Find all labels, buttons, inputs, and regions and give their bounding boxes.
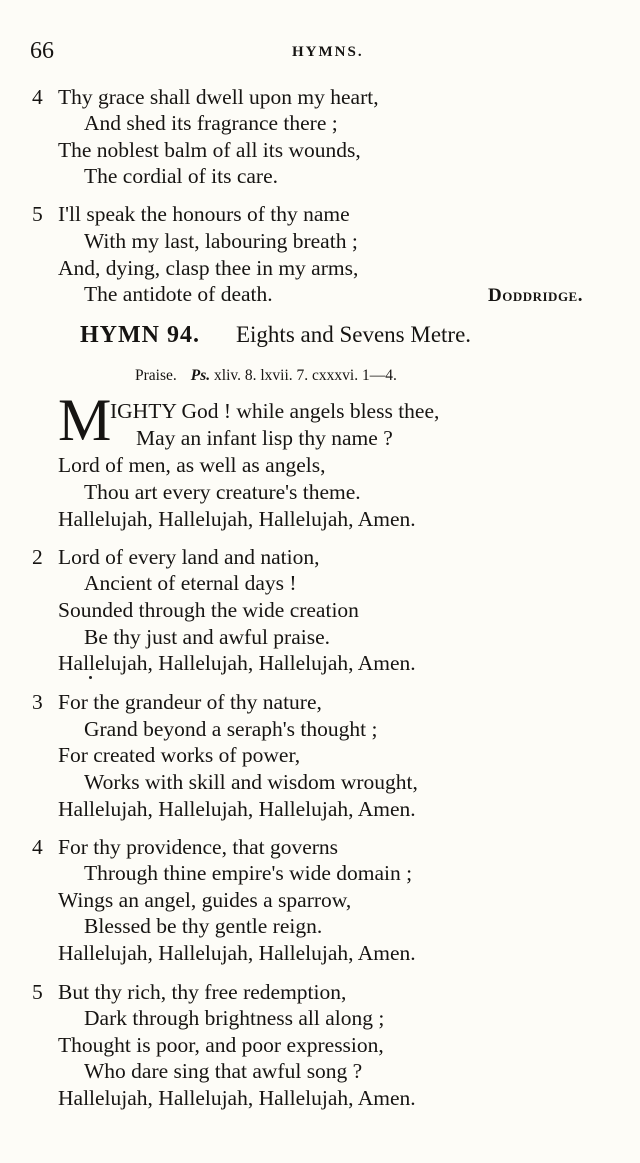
verse-line: But thy rich, thy free redemption, bbox=[58, 980, 347, 1004]
drop-cap: M bbox=[58, 387, 112, 453]
verse-line: Lord of men, as well as angels, bbox=[58, 453, 326, 477]
stanza-number: 3 bbox=[32, 690, 43, 714]
stanza-number: 2 bbox=[32, 545, 43, 569]
verse-line: Works with skill and wisdom wrought, bbox=[84, 770, 418, 794]
hymn-subject-line bbox=[135, 367, 397, 385]
verse-line: Grand beyond a seraph's thought ; bbox=[84, 717, 378, 741]
verse-line: Who dare sing that awful song ? bbox=[84, 1059, 363, 1083]
verse-line: Thy grace shall dwell upon my heart, bbox=[58, 85, 379, 109]
verse-line: For the grandeur of thy nature, bbox=[58, 690, 322, 714]
verse-line: I'll speak the honours of thy name bbox=[58, 202, 350, 226]
verse-line: The cordial of its care. bbox=[84, 164, 279, 188]
verse-line: Dark through brightness all along ; bbox=[84, 1006, 385, 1030]
stanza-number: 4 bbox=[32, 85, 43, 109]
verse-line: The noblest balm of all its wounds, bbox=[58, 138, 361, 162]
verse-line: Blessed be thy gentle reign. bbox=[84, 914, 323, 938]
verse-line: With my last, labouring breath ; bbox=[84, 229, 358, 253]
stanza-number: 5 bbox=[32, 202, 43, 226]
hymn-number: HYMN 94. bbox=[80, 322, 200, 348]
verse-line: Sounded through the wide creation bbox=[58, 598, 359, 622]
verse-line: Through thine empire's wide domain ; bbox=[84, 861, 413, 885]
verse-line: Hallelujah, Hallelujah, Hallelujah, Amen. bbox=[58, 797, 416, 821]
page-header bbox=[30, 38, 600, 68]
verse-line: And shed its fragrance there ; bbox=[84, 111, 338, 135]
verse-line: For created works of power, bbox=[58, 743, 301, 767]
verse-line: IGHTY God ! while angels bless thee, bbox=[110, 399, 440, 423]
hymn-heading bbox=[80, 322, 471, 349]
verse-line: Hallelujah, Hallelujah, Hallelujah, Amen. bbox=[58, 507, 416, 531]
page-number: 66 bbox=[30, 38, 54, 64]
verse-line: And, dying, clasp thee in my arms, bbox=[58, 256, 359, 280]
verse-line: Hallelujah, Hallelujah, Hallelujah, Amen. bbox=[58, 651, 416, 675]
hymn-subject: Praise. bbox=[135, 367, 177, 384]
stanza-number: 4 bbox=[32, 835, 43, 859]
author-attribution: Doddridge. bbox=[488, 285, 583, 306]
verse-line: For thy providence, that governs bbox=[58, 835, 339, 859]
stanza-number: 5 bbox=[32, 980, 43, 1004]
verse-line: Wings an angel, guides a sparrow, bbox=[58, 888, 352, 912]
verse-line: May an infant lisp thy name ? bbox=[136, 426, 393, 450]
verse-line: Ancient of eternal days ! bbox=[84, 571, 297, 595]
scripture-label: Ps. bbox=[190, 367, 211, 384]
verse-line: Hallelujah, Hallelujah, Hallelujah, Amen. bbox=[58, 1086, 416, 1110]
verse-line: The antidote of death. bbox=[84, 282, 273, 306]
scripture-reference: xliv. 8. lxvii. 7. cxxxvi. 1—4. bbox=[214, 367, 397, 384]
hymn-metre: Eights and Sevens Metre. bbox=[235, 322, 472, 347]
ink-speck bbox=[89, 676, 92, 679]
running-title: HYMNS. bbox=[292, 44, 364, 60]
verse-line: Be thy just and awful praise. bbox=[84, 625, 331, 649]
verse-line: Hallelujah, Hallelujah, Hallelujah, Amen. bbox=[58, 941, 416, 965]
verse-line: Thought is poor, and poor expression, bbox=[58, 1033, 384, 1057]
verse-line: Lord of every land and nation, bbox=[58, 545, 320, 569]
verse-line: Thou art every creature's theme. bbox=[84, 480, 361, 504]
